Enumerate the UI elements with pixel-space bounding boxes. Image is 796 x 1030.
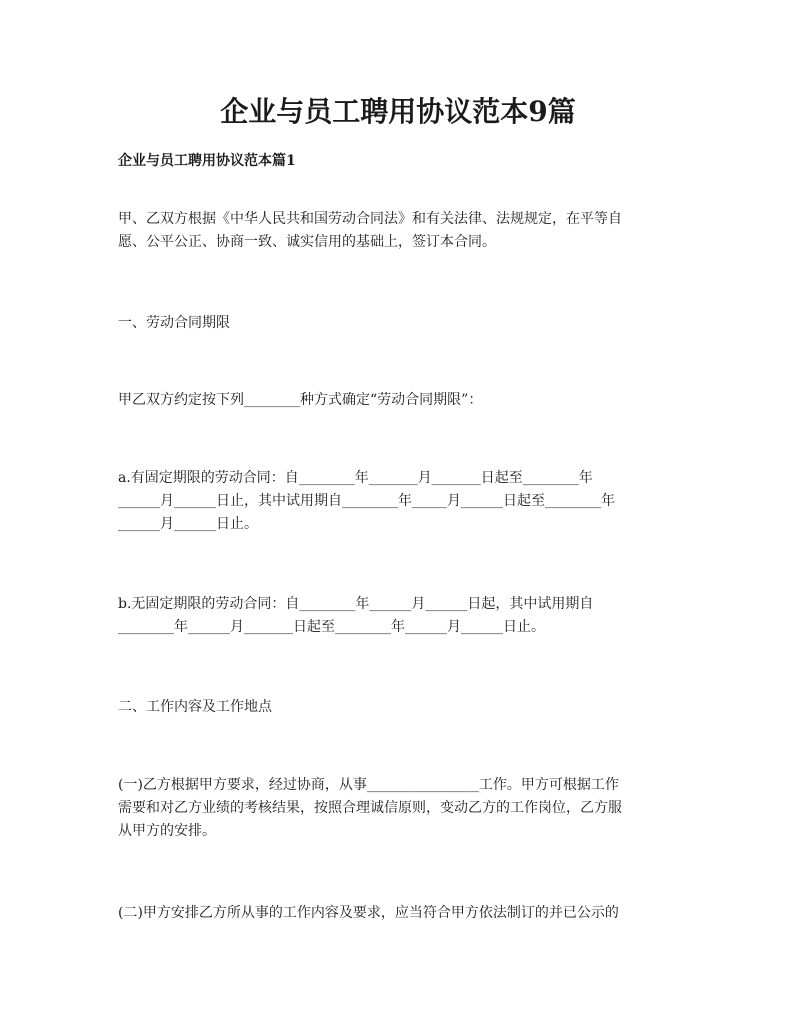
text-line: 愿、公平公正、协商一致、诚实信用的基础上，签订本合同。: [118, 234, 496, 250]
text-line: 甲、乙双方根据《中华人民共和国劳动合同法》和有关法律、法规规定，在平等自: [118, 211, 622, 227]
text-line: ________年______月_______日起至________年______月______日止。: [118, 619, 545, 635]
work-content-clause-2: [118, 902, 684, 925]
work-content-clause-1: [118, 774, 684, 843]
text-line: (一)乙方根据甲方要求，经过协商，从事________________工作。甲方可根据工作: [118, 777, 619, 793]
contract-term-method-paragraph: [118, 389, 684, 412]
text-line: 需要和对乙方业绩的考核结果，按照合理诚信原则，变动乙方的工作岗位，乙方服: [118, 800, 622, 816]
preamble-paragraph: [118, 208, 684, 254]
text-line: b.无固定期限的劳动合同：自________年______月______日起，其中试用期自: [118, 596, 594, 612]
document-title: 企业与员工聘用协议范本9篇: [220, 95, 576, 128]
fixed-term-option-paragraph: [118, 467, 684, 536]
text-line: (二)甲方安排乙方所从事的工作内容及要求，应当符合甲方依法制订的并已公示的: [118, 905, 619, 921]
open-term-option-paragraph: [118, 593, 684, 639]
text-line: ______月______日止。: [118, 516, 258, 532]
text-line: 甲乙双方约定按下列________种方式确定“劳动合同期限”：: [118, 392, 483, 408]
section-subtitle: 企业与员工聘用协议范本篇1: [118, 153, 296, 169]
text-line: ______月______日止，其中试用期自________年_____月______日起至________年: [118, 493, 615, 509]
section-heading-work-content: [118, 696, 684, 719]
text-line: 一、劳动合同期限: [118, 315, 230, 331]
text-line: 二、工作内容及工作地点: [118, 699, 272, 715]
section-heading-contract-term: [118, 312, 684, 335]
text-line: a.有固定期限的劳动合同：自________年_______月_______日起至________年: [118, 470, 593, 486]
text-line: 从甲方的安排。: [118, 823, 216, 839]
